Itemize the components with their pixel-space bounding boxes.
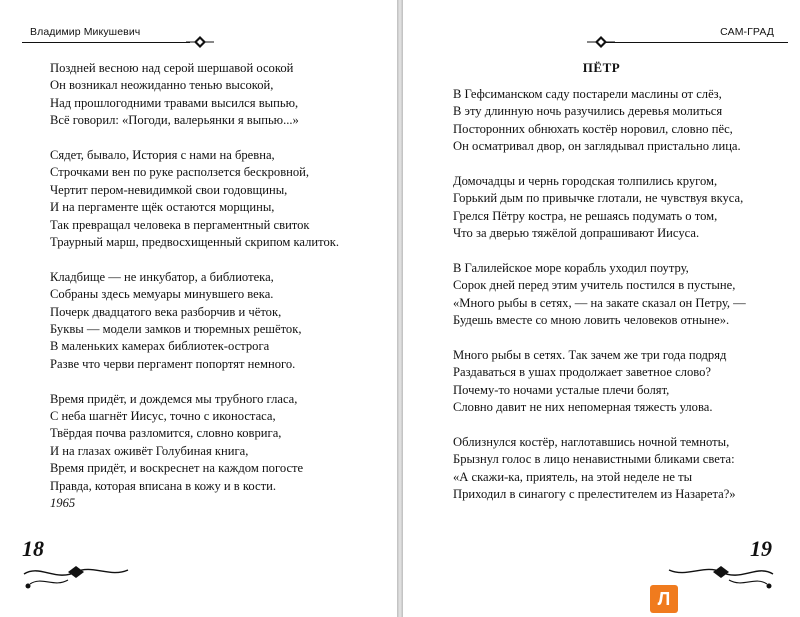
stanza (453, 434, 746, 504)
poem-line: Твёрдая почва разломится, словно коврига, (50, 426, 282, 441)
poem-line: Он возникал неожиданно тенью высокой, (50, 78, 274, 93)
poem-line: «А скажи-ка, приятель, на этой неделе не ты (453, 469, 693, 484)
stanza (453, 86, 746, 156)
poem-line: Домочадцы и чернь городская толпились кругом, (453, 174, 718, 189)
poem-line: Кладбище — не инкубатор, а библиотека, (50, 269, 274, 284)
poem-line: Разве что черви пергамент попортят немного. (50, 356, 296, 371)
poem-line: «Много рыбы в сетях, — на закате сказал он Петру, — (453, 295, 746, 310)
stanza (453, 347, 746, 417)
poem-line: Будешь вместе со мною ловить человеков отныне». (453, 313, 730, 328)
right-page (403, 0, 800, 617)
header-ornament-icon (186, 35, 214, 51)
poem-line: Почему-то ночами усталые плечи болят, (453, 382, 670, 397)
poem-line: Поздней весною над серой шершавой осокой (50, 61, 294, 75)
poem-line: В Гефсиманском саду постарели маслины от слёз, (453, 87, 722, 101)
poem-left (50, 60, 339, 513)
stanza (453, 260, 746, 330)
footer-flourish-icon (20, 558, 132, 592)
poem-line: Приходил в синагогу с прелестителем из Назарета?» (453, 487, 736, 502)
stanza (453, 173, 746, 243)
running-header-author: Владимир Микушевич (30, 26, 141, 38)
stanza (50, 60, 339, 130)
poem-line: Горький дым по привычке глотали, не чувствуя вкуса, (453, 191, 744, 206)
poem-line: Буквы — модели замков и тюремных решёток, (50, 322, 302, 337)
poem-line: Время придёт, и дождемся мы трубного гласа, (50, 391, 298, 406)
poem-line: В эту длинную ночь разучились деревья молиться (453, 104, 723, 119)
page-number-right: 19 (750, 536, 772, 561)
poem-date: 1965 (50, 496, 76, 511)
stanza (50, 147, 339, 251)
poem-line: В маленьких камерах библиотек-острога (50, 339, 270, 354)
poem-line: И на глазах оживёт Голубиная книга, (50, 443, 249, 458)
left-page (0, 0, 397, 617)
poem-line: Собраны здесь мемуары минувшего века. (50, 287, 274, 302)
poem-line: Он осматривал двор, он заглядывал пристально лица. (453, 139, 741, 154)
poem-line: И на пергаменте щёк остаются морщины, (50, 200, 275, 215)
poem-right (453, 86, 746, 504)
stanza (50, 269, 339, 373)
poem-line: Сорок дней перед этим учитель постился в пустыне, (453, 278, 736, 293)
poem-line: Правда, которая вписана в кожу и в кости. (50, 478, 276, 493)
poem-line: Траурный марш, предвосхищенный скрипом калиток. (50, 235, 340, 250)
poem-line: В Галилейское море корабль уходил поутру, (453, 261, 689, 276)
poem-line: Чертит пером-невидимкой свои годовщины, (50, 182, 288, 197)
poem-line: Брызнул голос в лицо ненавистными бликами света: (453, 452, 735, 467)
poem-line: Много рыбы в сетях. Так зачем же три года подряд (453, 348, 727, 363)
poem-line: Посторонних обнюхать костёр норовил, словно пёс, (453, 121, 733, 136)
header-rule (603, 42, 788, 43)
watermark-letter: Л (657, 588, 671, 609)
watermark-logo (650, 585, 678, 613)
poem-line: Время придёт, и воскреснет на каждом погосте (50, 461, 304, 476)
poem-line: Словно давит не них непомерная тяжесть улова. (453, 400, 713, 415)
poem-line: Что за дверью тяжёлой допрашивают Иисуса. (453, 226, 700, 241)
running-header-title: САМ-ГРАД (720, 26, 774, 38)
poem-line: Облизнулся костёр, наглотавшись ночной темноты, (453, 435, 730, 450)
footer-flourish-icon (665, 558, 777, 592)
poem-line: Строчками вен по руке расползется бескровной, (50, 165, 310, 180)
page-number-left: 18 (22, 536, 44, 561)
poem-title: ПЁТР (582, 60, 621, 75)
poem-line: Над прошлогодними травами высился выпью, (50, 95, 299, 110)
header-rule (22, 42, 190, 43)
poem-line: Раздаваться в ушах продолжает заветное слово? (453, 365, 711, 380)
poem-line: Сядет, бывало, История с нами на бревна, (50, 148, 275, 163)
stanza (50, 391, 339, 495)
poem-line: Так превращал человека в пергаментный свиток (50, 217, 310, 232)
poem-line: С неба шагнёт Иисус, точно с иконостаса, (50, 409, 276, 424)
header-ornament-icon (587, 35, 615, 51)
poem-line: Почерк двадцатого века разборчив и чёток, (50, 304, 282, 319)
poem-line: Всё говорил: «Погоди, валерьянки я выпью...» (50, 113, 299, 128)
poem-line: Грелся Пётру костра, не решаясь подумать о том, (453, 208, 718, 223)
